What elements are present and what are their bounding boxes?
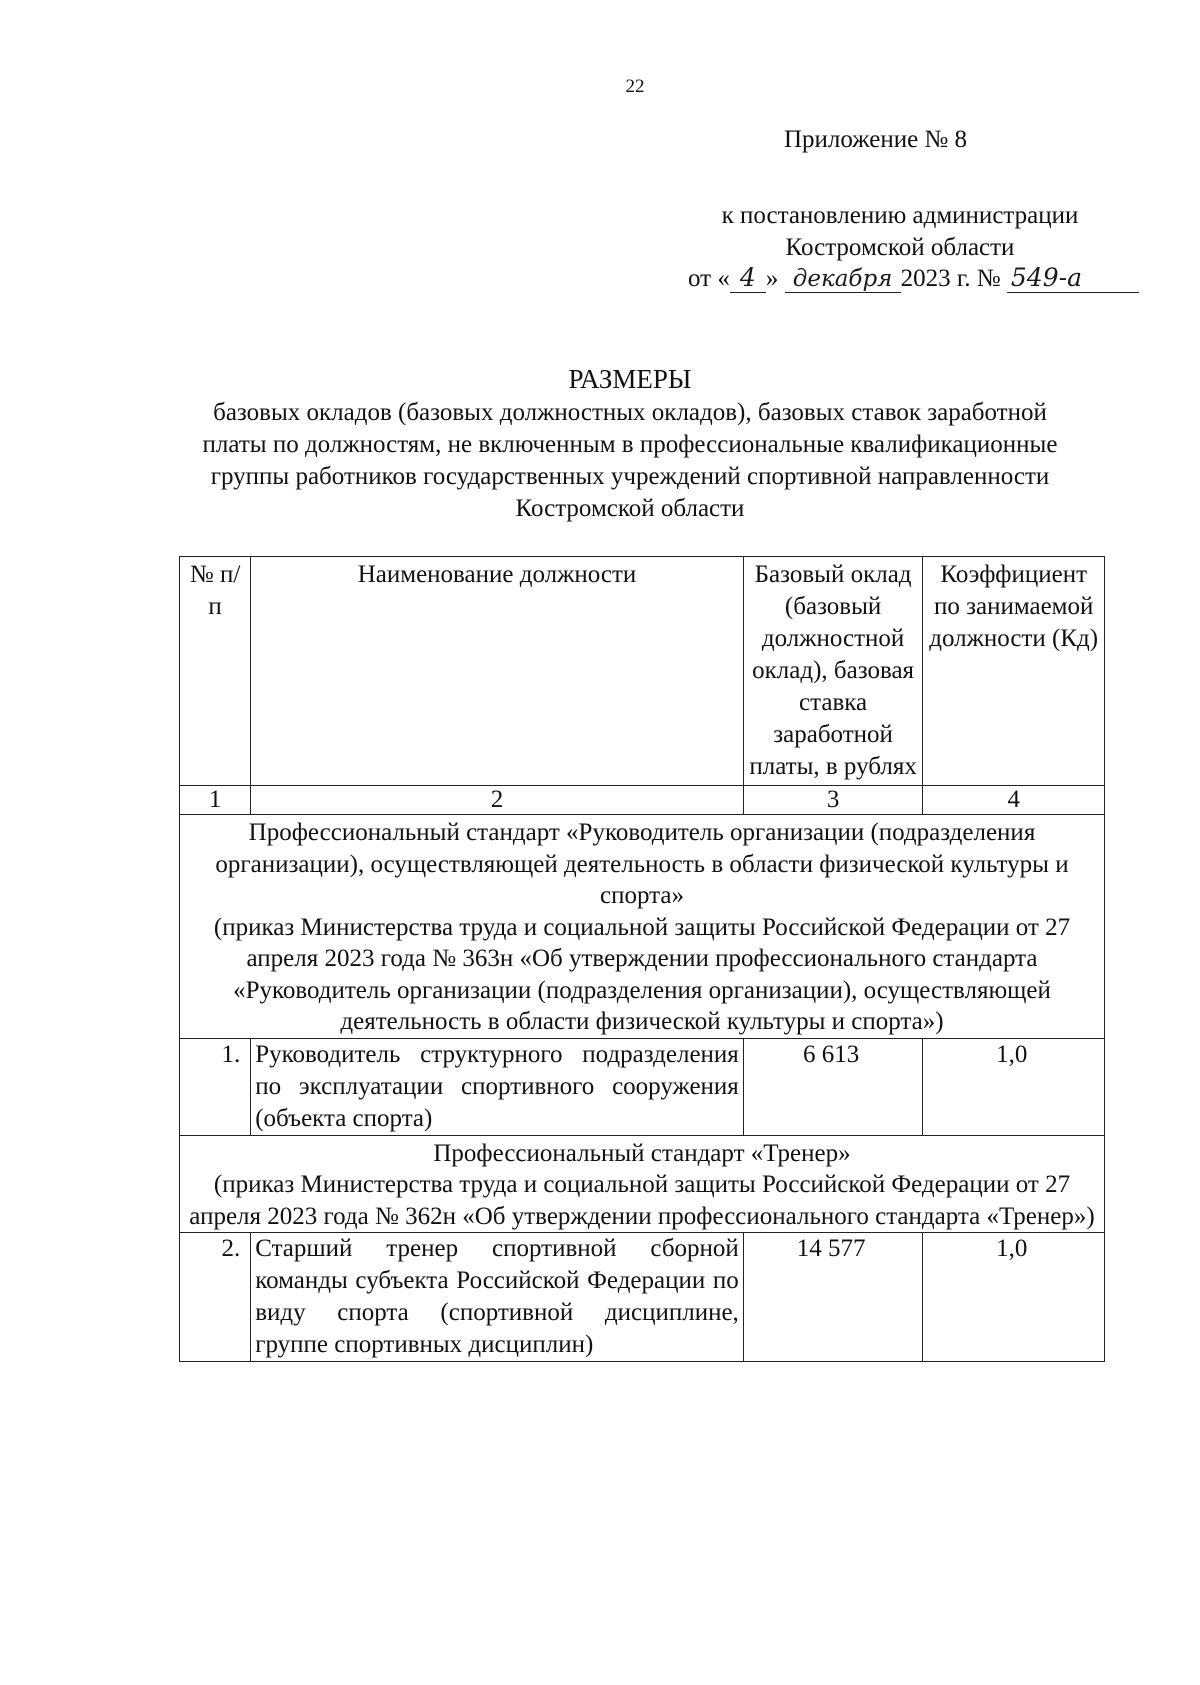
column-number-2: 2: [251, 786, 744, 815]
title-main: РАЗМЕРЫ: [568, 364, 692, 394]
row-1-salary: 6 613: [743, 1038, 923, 1135]
handwritten-decree-number: 549-а: [1007, 263, 1139, 293]
decree-line-2: Костромской области: [785, 234, 1015, 261]
header-base-salary: Базовый оклад (базовый должностной оклад), базовая ставка заработной платы, в рублях: [743, 557, 923, 786]
column-number-row: [180, 786, 1105, 815]
section-2-title: Профессиональный стандарт «Тренер»: [433, 1139, 851, 1167]
row-1-coefficient: 1,0: [923, 1038, 1105, 1135]
row-2-position: Старший тренер спортивной сборной команды субъекта Российской Федерации по виду спорта (спортивной дисциплине, группе спортивных дисциплин): [251, 1233, 744, 1362]
section-1-order: (приказ Министерства труда и социальной защиты Российской Федерации от 27 апреля 2023 года № 363н «Об утверждении профессионального стандарта «Руководитель организации (подразделения организации), осуществляющей деятельность в области физической культуры и спорта»): [213, 913, 1071, 1035]
date-separator: »: [765, 265, 779, 292]
date-year: 2023 г. №: [900, 265, 1001, 292]
section-1-title: Профессиональный стандарт «Руководитель организации (подразделения организации), осуществляющей деятельность в области физической культуры и спорта»: [215, 819, 1069, 909]
table-header-row: [180, 557, 1105, 786]
section-2-cell: [180, 1135, 1105, 1233]
header-number: № п/п: [180, 557, 251, 786]
column-number-4: 4: [923, 786, 1105, 815]
decree-reference: [600, 200, 1200, 264]
page-number: 22: [625, 76, 645, 97]
section-2-order: (приказ Министерства труда и социальной защиты Российской Федерации от 27 апреля 2023 года № 362н «Об утверждении профессионального стандарта «Тренер»): [189, 1171, 1095, 1230]
row-2-number: 2.: [180, 1233, 251, 1362]
decree-line-1: к постановлению администрации: [721, 202, 1079, 229]
column-number-3: 3: [743, 786, 923, 815]
document-title: [180, 363, 1080, 525]
section-row-2: [180, 1135, 1105, 1233]
handwritten-month: декабря: [785, 266, 901, 293]
table-row: [180, 1233, 1105, 1362]
row-1-number: 1.: [180, 1038, 251, 1135]
date-prefix: от «: [688, 265, 730, 292]
decree-date-line: [688, 263, 1139, 293]
salary-table: [179, 556, 1105, 1362]
column-number-1: 1: [180, 786, 251, 815]
handwritten-day: 4: [730, 263, 766, 293]
row-1-position: Руководитель структурного подразделения по эксплуатации спортивного сооружения (объекта спорта): [251, 1038, 744, 1135]
row-2-salary: 14 577: [743, 1233, 923, 1362]
appendix-label: Приложение № 8: [784, 126, 968, 153]
header-position-name: Наименование должности: [251, 557, 744, 786]
section-row-1: [180, 815, 1105, 1039]
row-2-coefficient: 1,0: [923, 1233, 1105, 1362]
title-subtitle: базовых окладов (базовых должностных окладов), базовых ставок заработной платы по должностям, не включенным в профессиональные квалификационные группы работников государственных учреждений спортивной направленности Костромской области: [202, 399, 1058, 522]
section-1-cell: [180, 815, 1105, 1039]
table-row: [180, 1038, 1105, 1135]
header-coefficient: Коэффициент по занимаемой должности (Кд): [923, 557, 1105, 786]
